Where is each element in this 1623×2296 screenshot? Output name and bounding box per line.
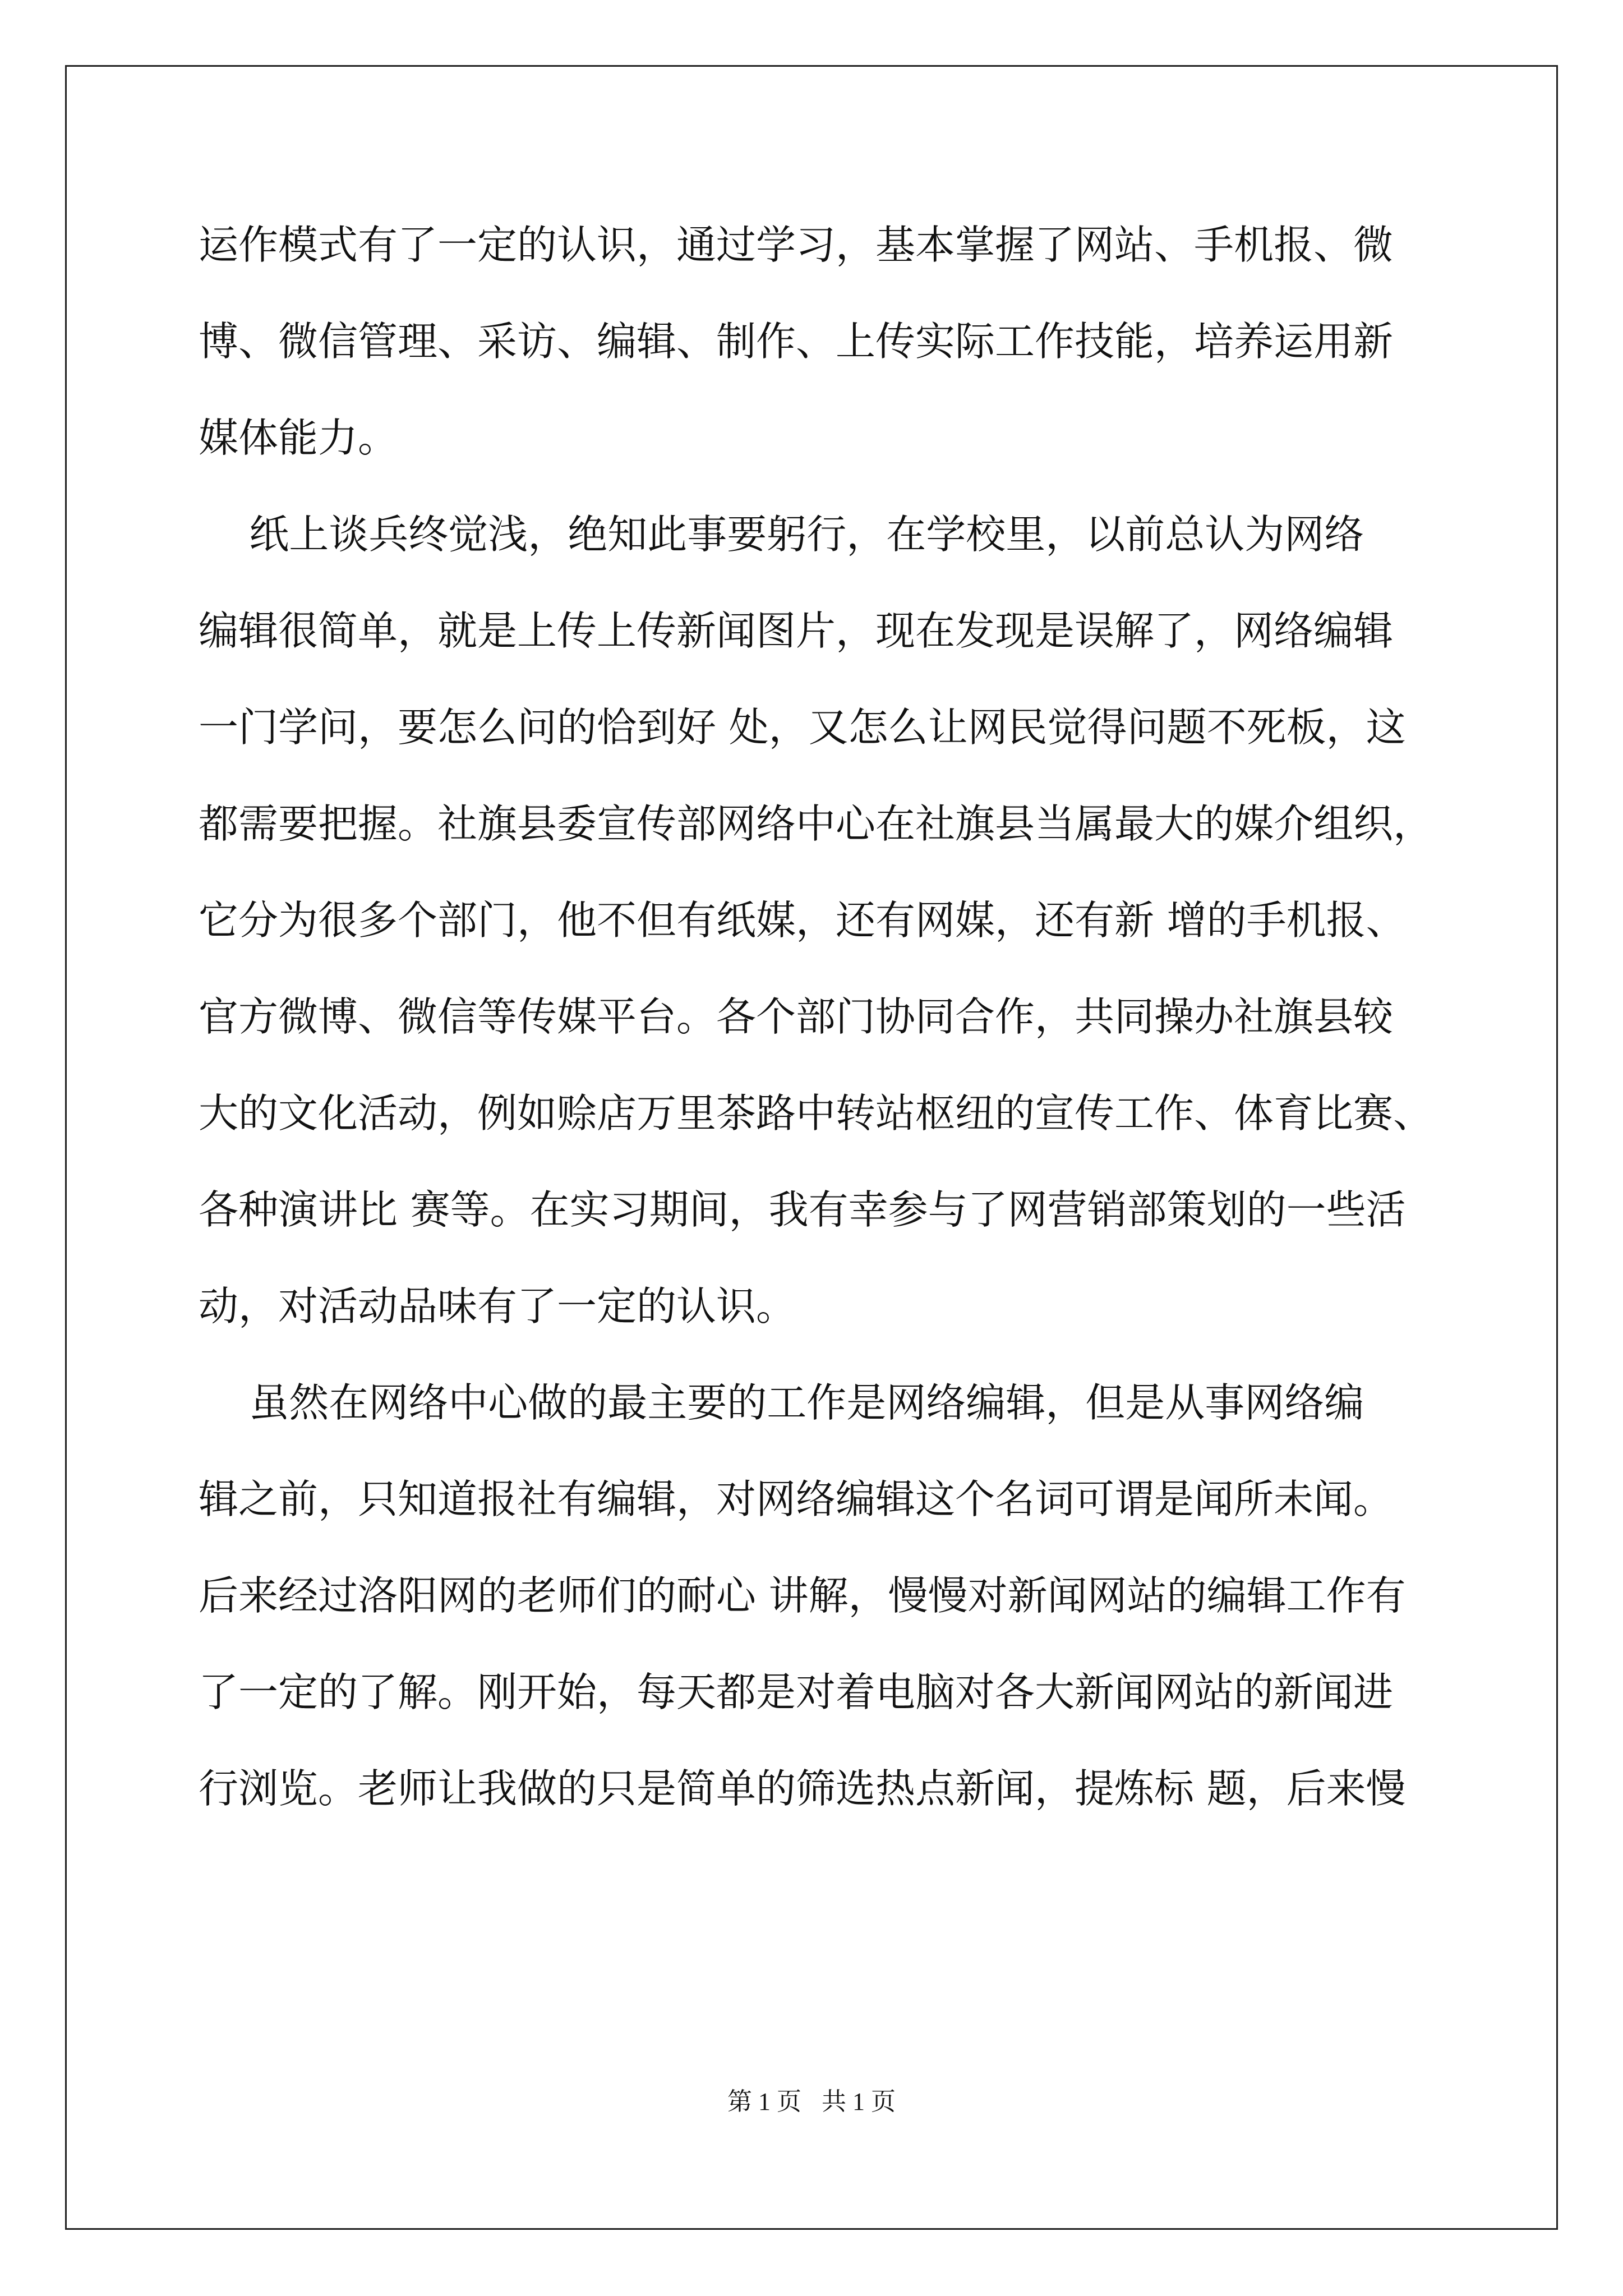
text-line-16: 了一定的了解。刚开始，每天都是对着电脑对各大新闻网站的新闻进: [199, 1669, 1394, 1715]
text-line-9: 官方微博、微信等传媒平台。各个部门协同合作，共同操办社旗县较: [199, 993, 1394, 1040]
text-line-12: 动，对活动品味有了一定的认识。: [199, 1283, 796, 1329]
text-line-15: 后来经过洛阳网的老师们的耐心 讲解，慢慢对新闻网站的编辑工作有: [199, 1572, 1406, 1619]
text-line-7: 都需要把握。社旗县委宣传部网络中心在社旗县当属最大的媒介组织，: [199, 800, 1433, 847]
text-line-13: 虽然在网络中心做的最主要的工作是网络编辑，但是从事网络编: [199, 1379, 1364, 1426]
text-line-5: 编辑很简单，就是上传上传新闻图片，现在发现是误解了，网络编辑: [199, 608, 1394, 654]
text-line-14: 辑之前，只知道报社有编辑，对网络编辑这个名词可谓是闻所未闻。: [199, 1476, 1394, 1522]
text-line-3: 媒体能力。: [199, 415, 398, 461]
text-line-6: 一门学问，要怎么问的恰到好 处，又怎么让网民觉得问题不死板，这: [199, 704, 1406, 751]
text-line-4: 纸上谈兵终觉浅，绝知此事要躬行，在学校里，以前总认为网络: [199, 511, 1364, 558]
text-line-11: 各种演讲比 赛等。在实习期间，我有幸参与了网营销部策划的一些活: [199, 1186, 1406, 1233]
text-line-17: 行浏览。老师让我做的只是简单的筛选热点新闻，提炼标 题，后来慢: [199, 1765, 1406, 1812]
text-line-10: 大的文化活动，例如赊店万里茶路中转站枢纽的宣传工作、体育比赛、: [199, 1090, 1433, 1137]
text-line-1: 运作模式有了一定的认识，通过学习，基本掌握了网站、手机报、微: [199, 222, 1394, 268]
page-footer: [0, 2085, 1623, 2119]
page-number-label: 第 1 页: [727, 2088, 801, 2115]
text-line-8: 它分为很多个部门，他不但有纸媒，还有网媒，还有新 增的手机报、: [199, 897, 1406, 944]
text-line-2: 博、微信管理、采访、编辑、制作、上传实际工作技能，培养运用新: [199, 318, 1394, 365]
page-total-label: 共 1 页: [822, 2088, 896, 2115]
page-border: [65, 65, 1558, 2230]
